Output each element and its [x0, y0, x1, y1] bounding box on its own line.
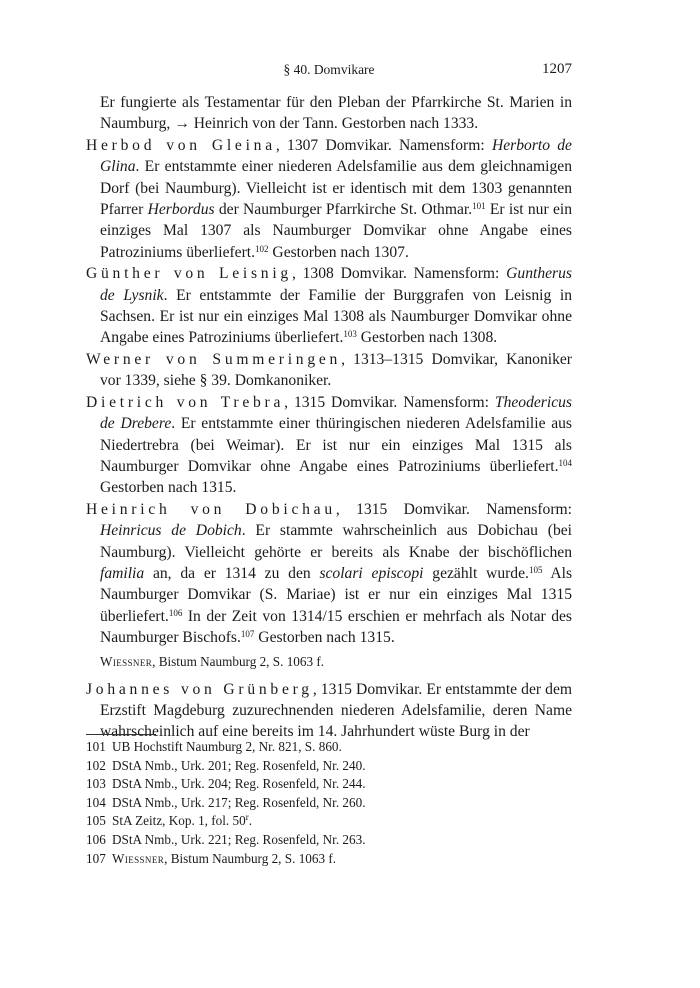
footnote-104: 104 DStA Nmb., Urk. 217; Reg. Rosenfeld, Nr. 260.: [86, 794, 366, 810]
footnote-ref: 102: [255, 243, 269, 254]
entry-guenther-von-leisnig: Günther von Leisnig, 1308 Domvikar. Namensform: Guntherus de Lysnik. Er entstammte der Familie der Burggrafen von Leisnig in Sachsen. Er ist nur ein einziges Mal 1308 als Naumburger Domvikar ohne Angabe eines Patroziniums überliefert.$^{103}$ Gestorben nach 1308.: [86, 265, 572, 347]
footnote-105: 105 StA Zeitz, Kop. 1, fol. 50$^r$.: [86, 812, 252, 829]
main-text: [86, 92, 572, 743]
entry-name: Johannes von Grünberg: [86, 680, 313, 698]
footnote-101: 101 UB Hochstift Naumburg 2, Nr. 821, S. 860.: [86, 739, 342, 754]
footnote-ref: 101: [472, 201, 486, 212]
footnote-ref: 103: [343, 329, 357, 340]
footnote-ref: 105: [528, 564, 543, 575]
footnote-ref: 106: [168, 607, 183, 618]
entry-name: Dietrich von Trebra: [86, 393, 285, 411]
footnote-102: 102 DStA Nmb., Urk. 201; Reg. Rosenfeld, Nr. 240.: [86, 757, 366, 773]
footnote-107: 107 Wiessner, Bistum Naumburg 2, S. 1063 f.: [86, 850, 337, 866]
entry-heinrich-von-dobichau: Heinrich von Dobichau, 1315 Domvikar. Namensform: Heinricus de Dobich. Er stammte wahrscheinlich aus Dobichau (bei Naumburg). Vielleicht gehörte er bereits als Knabe der bischöflichen familia an, da er 1314 zu den scolari episcopi gezählt wurde.$^{105}$ Als Naumburger Domvikar (S. Mariae) ist er nur ein einziges Mal 1315 überliefert.$^{106}$ In der Zeit von 1314/15 erschien er mehrfach als Notar des Naumburger Bischofs.$^{107}$ Gestorben nach 1315.: [86, 500, 573, 647]
entry-dietrich-von-trebra: Dietrich von Trebra, 1315 Domvikar. Namensform: Theodericus de Drebere. Er entstammte einer thüringischen niederen Adelsfamilie aus Niedertrebra (bei Weimar). Er ist nur ein einziges Mal 1315 als Naumburger Domvikar ohne Angabe eines Patroziniums überliefert.$^{104}$ Gestorben nach 1315.: [86, 393, 572, 497]
entry-werner-von-summeringen: Werner von Summeringen, 1313–1315 Domvikar, Kanoniker vor 1339, siehe § 39. Domkanoniker.: [86, 350, 572, 390]
footnotes: [86, 738, 572, 868]
section-title: § 40. Domvikare: [283, 62, 375, 77]
entry-name: Heinrich von Dobichau: [86, 500, 336, 518]
running-head: [86, 62, 572, 82]
footnote-ref: 104: [558, 457, 572, 468]
entry-name: Günther von Leisnig: [86, 265, 292, 283]
footnote-103: 103 DStA Nmb., Urk. 204; Reg. Rosenfeld, Nr. 244.: [86, 776, 366, 792]
entry-name: Herbod von Gleina: [86, 136, 276, 154]
footnote-106: 106 DStA Nmb., Urk. 221; Reg. Rosenfeld, Nr. 263.: [86, 831, 366, 847]
footnote-separator: [86, 734, 156, 735]
entry-name: Werner von Summeringen: [86, 350, 342, 368]
entry-herbod-von-gleina: Herbod von Gleina, 1307 Domvikar. Namensform: Herborto de Glina. Er entstammte einer niederen Adelsfamilie aus dem gleichnamigen Dorf (bei Naumburg). Vielleicht ist er identisch mit dem 1303 genannten Pfarrer Herbordus der Naumburger Pfarrkirche St. Othmar.$^{101}$ Er ist nur ein einziges Mal 1307 als Naumburger Domvikar ohne Angabe eines Patroziniums überliefert.$^{102}$ Gestorben nach 1307.: [86, 136, 573, 261]
continued-paragraph: Er fungierte als Testamentar für den Pleban der Pfarrkirche St. Marien in Naumburg, → Heinrich von der Tann. Gestorben nach 1333.: [100, 94, 572, 133]
footnote-ref: 107: [240, 629, 255, 640]
entry-johannes-von-gruenberg: Johannes von Grünberg, 1315 Domvikar. Er entstammte der dem Erzstift Magdeburg zuzurechnenden niederen Adelsfamilie, deren Name wahrscheinlich auf eine bereits im 14. Jahrhundert wüste Burg in der: [86, 680, 572, 741]
page-number: 1207: [542, 61, 572, 77]
literature-reference: Wiessner, Bistum Naumburg 2, S. 1063 f.: [100, 653, 325, 669]
